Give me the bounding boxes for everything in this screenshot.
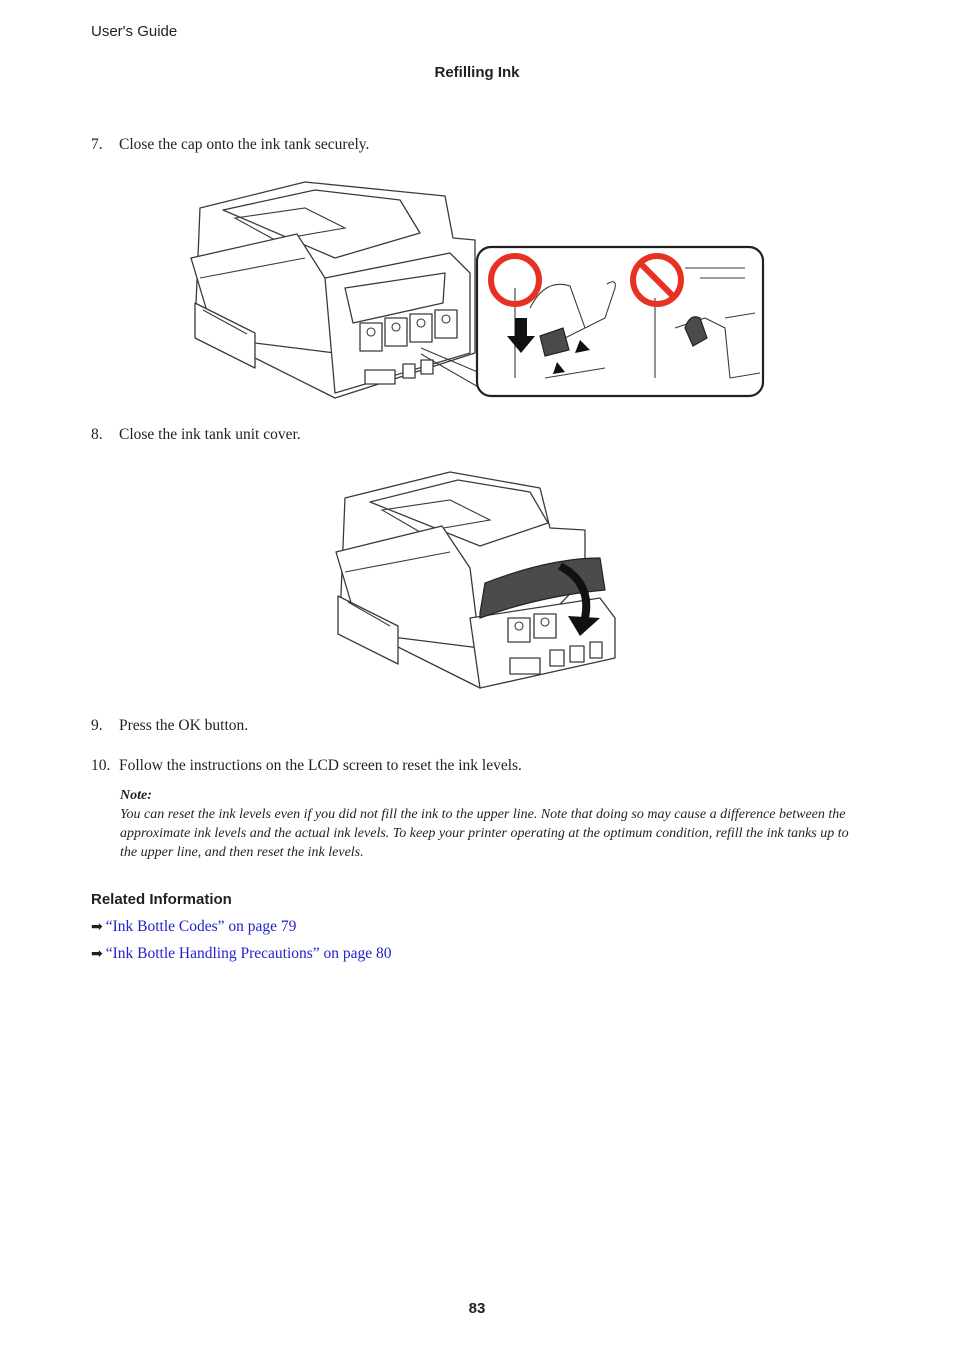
note-text: You can reset the ink levels even if you did not fill the ink to the upper line. Note that doing so may cause a difference between the approximate ink levels and the actual ink levels. To keep your printer operating at the optimum condition, refill the ink tanks up to the upper line, and then reset the ink levels. [120, 807, 849, 860]
chapter-title: Refilling Ink [434, 64, 520, 81]
step-text: Close the cap onto the ink tank securely. [119, 136, 370, 153]
note-box [120, 786, 865, 862]
step-number: 8. [91, 426, 103, 443]
related-link-row [91, 918, 296, 936]
step-7 [91, 136, 369, 154]
step-text: Close the ink tank unit cover. [119, 426, 301, 443]
step-text: Follow the instructions on the LCD screen to reset the ink levels. [119, 757, 522, 774]
related-link-row [91, 945, 392, 963]
note-label: Note: [120, 788, 152, 803]
step-number: 9. [91, 717, 103, 734]
arrow-right-icon: ➡ [91, 919, 103, 935]
step-9 [91, 717, 248, 735]
guide-title: User's Guide [91, 23, 178, 40]
step-10 [91, 757, 522, 775]
printer-drawing [191, 182, 480, 398]
step-number: 7. [91, 136, 103, 153]
ink-bottle-handling-link[interactable]: “Ink Bottle Handling Precautions” on page 80 [105, 945, 392, 962]
step-text: Press the OK button. [119, 717, 249, 734]
cap-closing-illustration [185, 178, 767, 402]
cover-closing-illustration [330, 468, 620, 694]
step-number: 10. [91, 757, 111, 774]
ink-bottle-codes-link[interactable]: “Ink Bottle Codes” on page 79 [105, 918, 297, 935]
page-number: 83 [468, 1300, 486, 1317]
arrow-right-icon: ➡ [91, 946, 103, 962]
related-information-heading: Related Information [91, 891, 232, 908]
step-8 [91, 426, 301, 444]
